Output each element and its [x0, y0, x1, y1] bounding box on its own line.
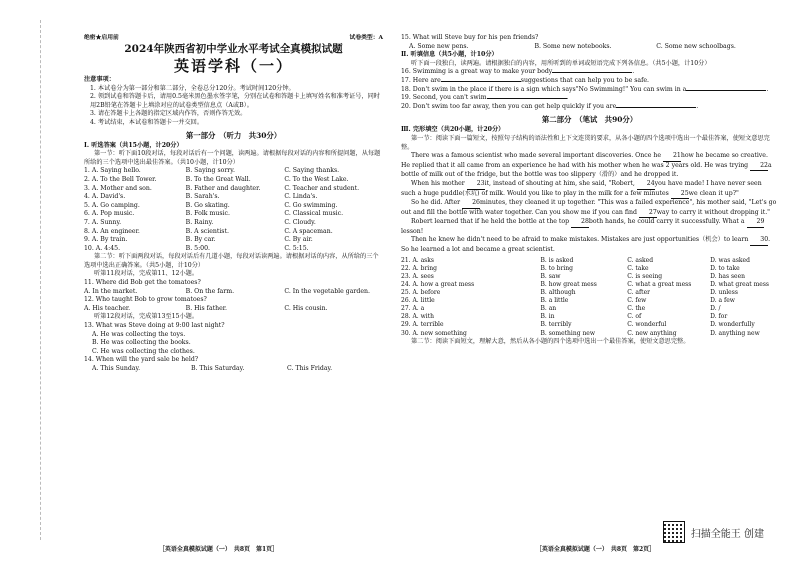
- notes-title: 注意事项：: [84, 76, 115, 83]
- passage-text: lesson!: [401, 227, 424, 235]
- answer-blank[interactable]: [441, 81, 521, 82]
- passage-text: When his mother: [411, 179, 465, 187]
- part2-title: 第二部分 （笔试 共90分）: [541, 115, 638, 125]
- option: B. although: [540, 289, 576, 297]
- option: B. His father.: [185, 304, 228, 312]
- option: C. Saying thanks.: [284, 167, 340, 175]
- question-11-options: [84, 288, 383, 297]
- answer-blank[interactable]: [487, 98, 567, 99]
- option: 8. A. An engineer.: [84, 227, 140, 235]
- option-row: [84, 202, 383, 211]
- option: D. what great mess: [710, 280, 769, 288]
- option: A. Some new pens.: [409, 42, 469, 50]
- option: C. By air.: [284, 236, 313, 244]
- qr-code-icon: [663, 521, 685, 543]
- page-footer: ［英语全真模拟试题（一） 共8页 第1页］: [158, 546, 279, 553]
- option: B. To the Great Wall.: [185, 175, 251, 183]
- cloze-blank: 27: [639, 209, 657, 219]
- option: B. A scientist.: [185, 227, 229, 235]
- cloze-blank: 30: [750, 236, 768, 246]
- passage-text: how he became so creative. He replied that it all came from an experience he had with his mother when he was 2 years old. He was trying: [401, 152, 768, 169]
- option: 9. A. By train.: [84, 236, 128, 244]
- option: C. new anything: [627, 329, 677, 337]
- page-2: [397, 0, 794, 561]
- page-footer: ［英语全真模拟试题（一） 共8页 第2页］: [535, 546, 656, 553]
- option: 3. A. Mother and son.: [84, 184, 152, 192]
- fill-end: .: [696, 102, 699, 110]
- notes-list: [84, 85, 383, 128]
- section3-intro2: 第二节：阅读下面短文，理解大意，然后从各小题的四个选项中选出一个最佳答案，使短文意思完整。: [411, 337, 690, 345]
- option: C. A spaceman.: [284, 227, 333, 235]
- option: 30. A. new something: [401, 329, 467, 337]
- cloze-blank: 23: [467, 180, 485, 190]
- option: C. Cloudy.: [284, 218, 316, 226]
- cloze-blank: 25: [671, 190, 689, 200]
- fill-question: [401, 103, 778, 112]
- question-14-options: [84, 365, 383, 374]
- passage-paragraph: [401, 180, 778, 199]
- fill-question: [401, 94, 778, 103]
- option: A. This Sunday.: [92, 365, 141, 372]
- option: C. of: [627, 313, 642, 321]
- option: 10. A. 4:45.: [84, 244, 121, 252]
- cloze-blank: 21: [663, 152, 681, 162]
- fill-text: 20. Don't swim too far away, then you can get help quickly if you are: [401, 102, 617, 110]
- fill-question: [401, 68, 778, 77]
- passage-text: minutes, they cleaned it up together. "This was a failed experience", his mother said, "Let's go out and fill the bottle with water together. Can you show me if you can find: [401, 199, 777, 216]
- option: C. Linda's.: [284, 193, 318, 201]
- option: C. To the West Lake.: [284, 175, 349, 183]
- option: B. is asked: [540, 256, 574, 264]
- option: 29. A. terrible: [401, 321, 444, 329]
- option: C. Classical music.: [284, 210, 344, 218]
- option: A. In the market.: [84, 287, 138, 295]
- option-row: [84, 185, 383, 194]
- question-12: 12. Who taught Bob to grow tomatoes?: [84, 296, 207, 304]
- part1-title: 第一部分 （听力 共30分）: [185, 130, 282, 140]
- choice-row: [401, 313, 778, 321]
- question-13: 13. What was Steve doing at 9:00 last night?: [84, 322, 225, 330]
- choice-row: [401, 281, 778, 289]
- option: B. Rainy.: [185, 218, 214, 226]
- option: 22. A. bring: [401, 264, 437, 272]
- passage-text: Then he knew he didn't need to be afraid to make mistakes. Mistakes are just opportunities（机会）to learn: [411, 236, 749, 244]
- paper-type: 试卷类型：A: [349, 35, 383, 41]
- option-row: [84, 167, 383, 176]
- section1-title: Ⅰ. 听选答案（共15小题，计20分）: [84, 141, 183, 149]
- option: 27. A. a: [401, 305, 425, 313]
- choice-row: [401, 321, 778, 329]
- option: C. His cousin.: [284, 304, 328, 312]
- question-14: 14. When will the yard sale be held?: [84, 356, 199, 364]
- choice-row: [401, 265, 778, 273]
- listening-options: [84, 167, 383, 253]
- fill-end: .: [766, 85, 769, 93]
- option: C. few: [627, 297, 647, 305]
- question-15: 15. What will Steve buy for his pen friends?: [401, 34, 539, 41]
- section2-title: Ⅱ. 听填信息（共5小题，计10分）: [401, 51, 498, 59]
- option: B. terribly: [540, 321, 572, 329]
- option-row: [84, 236, 383, 245]
- option: C. is seeing: [627, 272, 663, 280]
- option: C. He was collecting the clothes.: [92, 347, 195, 355]
- option: B. Go skating.: [185, 201, 230, 209]
- passage-text: There was a famous scientist who made several important discoveries. Once he: [411, 152, 661, 160]
- option: 28. A. with: [401, 313, 434, 321]
- note-item: 1. 本试卷分为第一部分和第二部分，全卷总分120分。考试时间120分钟。: [90, 84, 295, 92]
- subject-title: 英语学科（一）: [173, 57, 293, 75]
- option: D. was asked: [710, 256, 750, 264]
- option: B. Saying sorry.: [185, 167, 235, 175]
- cloze-passage: [401, 152, 778, 255]
- choice-row: [401, 257, 778, 265]
- option: B. On the farm.: [185, 287, 235, 295]
- secret-mark: 绝密★启用前: [84, 35, 119, 41]
- fill-text: 19. Second, you can't swim: [401, 94, 487, 102]
- option: C. 5:15.: [284, 244, 309, 252]
- section1-intro2: 第二节：听下面两段对话，每段对话后有几道小题，每段对话读两遍。请根据对话的内容，从所给的三个选项中选出正确答案。（共5小题，计10分）: [84, 253, 379, 269]
- option: D. a few: [710, 297, 735, 305]
- passage-text: Robert learned that if he held the bottle at the top: [411, 218, 570, 226]
- passage-paragraph: [401, 236, 778, 254]
- cloze-blank: 26: [462, 199, 480, 209]
- section3-intro: 第一节：阅读下面一篇短文，按照句子结构的语法性和上下文连贯的要求，从各小题的四个选项中选出一个最佳答案，使短文意思完整。: [401, 134, 770, 151]
- option: D. /: [710, 305, 721, 313]
- question-15-options: [401, 43, 778, 52]
- note-item: 3. 请在答题卡上各题的指定区域内作答，否则作答无效。: [90, 110, 247, 118]
- option: B. a little: [540, 297, 569, 305]
- cloze-blank: 28: [571, 218, 589, 228]
- choice-row: [401, 330, 778, 338]
- fill-end: .: [632, 68, 635, 76]
- fill-in-questions: [401, 68, 778, 111]
- option: B. Folk music.: [185, 210, 230, 218]
- option: C. Teacher and student.: [284, 184, 360, 192]
- option: 26. A. little: [401, 297, 435, 305]
- passage-text: a bottle of milk out of the fridge, but the bottle was too slippery（滑的）and he dropped it.: [401, 161, 772, 179]
- fill-text: 16. Swimming is a great way to make your body: [401, 68, 553, 76]
- passage-text: you have made! I have never seen such a huge puddle(水坑) of milk. Would you like to play in the milk for a few minutes: [401, 179, 762, 197]
- option: D. to take: [710, 264, 740, 272]
- option: B. Some new notebooks.: [534, 42, 612, 50]
- passage-text: it, instead of shouting at him, she said, "Robert,: [484, 179, 635, 187]
- option: C. what a great mess: [627, 280, 692, 288]
- passage-paragraph: [401, 152, 778, 180]
- option: B. Sarah's.: [185, 193, 220, 201]
- option: D. anything new: [710, 329, 760, 337]
- option: 1. A. Saying hello.: [84, 167, 141, 175]
- answer-blank[interactable]: [552, 72, 632, 73]
- option: 23. A. sees: [401, 272, 434, 280]
- passage-paragraph: [401, 218, 778, 236]
- option-row: [84, 193, 383, 202]
- option: C. wonderful: [627, 321, 667, 329]
- option: B. He was collecting the books.: [92, 339, 191, 347]
- answer-blank[interactable]: [686, 90, 766, 91]
- cloze-blank: 22: [750, 162, 768, 172]
- option-row: [84, 176, 383, 185]
- option: C. In the vegetable garden.: [284, 287, 370, 295]
- option: D. wonderfully: [710, 321, 755, 329]
- option: 25. A. before: [401, 289, 441, 297]
- passage-text: both hands, he could carry it successfully. What a: [588, 218, 745, 226]
- conversation1-title: 听第11段对话，完成第11、12小题。: [94, 270, 199, 278]
- conversation2-title: 听第12段对话，完成第13至15小题。: [94, 313, 199, 321]
- answer-blank[interactable]: [616, 107, 696, 108]
- section1-intro: 第一节：听下面10段对话，每段对话后有一个问题，读两遍。请根据每段对话的内容和所提问题，从每题所给的三个选项中选出最佳答案。（共10小题，计10分）: [84, 150, 381, 166]
- scanner-watermark: [663, 521, 764, 543]
- option: 21. A. asks: [401, 256, 434, 264]
- cloze-blank: 29: [747, 218, 765, 228]
- header-line: [84, 34, 383, 42]
- passage-text: So he did. After: [411, 199, 461, 207]
- option: D. for: [710, 313, 728, 321]
- option: C. after: [627, 289, 651, 297]
- option-row: [84, 245, 383, 254]
- question-11: 11. Where did Bob get the tomatoes?: [84, 279, 201, 287]
- option: B. 5:00.: [185, 244, 210, 252]
- fill-end: suggestions that can help you to be safe.: [520, 76, 649, 84]
- option: D. unless: [710, 289, 738, 297]
- watermark-text: 扫描全能王 创建: [690, 528, 764, 540]
- passage-paragraph: [401, 199, 778, 218]
- option: B. in: [540, 313, 555, 321]
- option: 24. A. how a great mess: [401, 280, 475, 288]
- option: B. something new: [540, 329, 595, 337]
- exam-title: 2024年陕西省初中学业水平考试全真模拟试题: [124, 43, 343, 55]
- option: 5. A. Go camping.: [84, 201, 140, 209]
- option: C. Go swimming.: [284, 201, 338, 209]
- note-item: 2. 领到试卷和答题卡后，请用0.5毫米黑色墨水签字笔，分别在试卷和答题卡上填写姓名和准考证号，同时用2B铅笔在答题卡上填涂对应的试卷类型信息点（A或B）。: [90, 93, 380, 109]
- option: C. This Friday.: [286, 365, 333, 372]
- option: 2. A. To the Bell Tower.: [84, 175, 157, 183]
- option: B. an: [540, 305, 557, 313]
- passage-text: . So he learned a lot and became a great scientist.: [401, 236, 771, 254]
- option: B. how great mess: [540, 280, 597, 288]
- option: 4. A. David's.: [84, 193, 126, 201]
- option-row: [84, 210, 383, 219]
- choice-row: [401, 289, 778, 297]
- option: A. His teacher.: [84, 304, 131, 312]
- fill-text: 17. Here are: [401, 76, 441, 84]
- fill-question: [401, 86, 778, 95]
- option: B. to bring: [540, 264, 573, 272]
- option-row: [84, 219, 383, 228]
- option-row: [84, 228, 383, 237]
- option: C. asked: [627, 256, 654, 264]
- section3-title: Ⅲ. 完形填空（共20小题，计20分）: [401, 126, 505, 134]
- note-item: 4. 考试结束，本试卷和答题卡一并交回。: [90, 118, 204, 126]
- option: C. the: [627, 305, 646, 313]
- fill-text: 18. Don't swim in the place if there is a sign which says"No Swimming!" You can swim in a: [401, 85, 687, 93]
- choice-row: [401, 273, 778, 281]
- fill-end: .: [566, 94, 569, 102]
- option: C. Some new schoolbags.: [656, 42, 736, 50]
- option: C. take: [627, 264, 649, 272]
- option: B. Father and daughter.: [185, 184, 261, 192]
- passage-text: we clean it up?": [688, 189, 739, 197]
- choice-row: [401, 305, 778, 313]
- option: B. This Saturday.: [190, 365, 245, 372]
- section2-intro: 听下面一段独白，读两遍。请根据独白的内容，用所听到的单词或短语完成下列各信息。（共5小题，计10分）: [411, 59, 711, 67]
- fill-question: [401, 77, 778, 86]
- choice-row: [401, 297, 778, 305]
- option: B. By car.: [185, 236, 216, 244]
- option: 7. A. Sunny.: [84, 218, 122, 226]
- cloze-choices: [401, 257, 778, 338]
- option: D. has seen: [710, 272, 746, 280]
- option: 6. A. Pop music.: [84, 210, 135, 218]
- cloze-blank: 24: [637, 180, 655, 190]
- option: A. He was collecting the toys.: [92, 330, 186, 338]
- option: B. saw: [540, 272, 561, 280]
- passage-text: way to carry it without dropping it.": [656, 208, 771, 216]
